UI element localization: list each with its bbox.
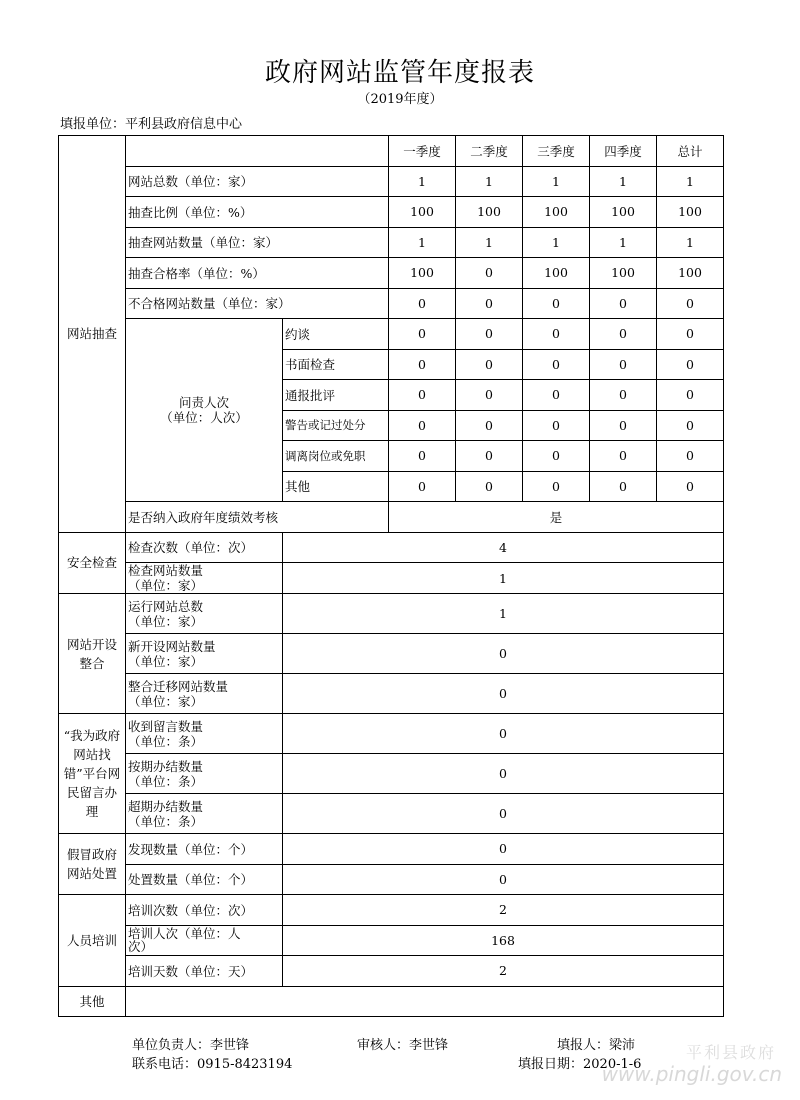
section-message: “我为政府网站找错”平台网民留言办理 xyxy=(59,714,126,834)
cell-value: 100 xyxy=(590,197,657,228)
cell-value: 0 xyxy=(283,754,724,794)
other-blank-cell xyxy=(126,986,724,1017)
cell-value: 0 xyxy=(456,349,523,380)
row-label: 培训天数（单位：天） xyxy=(126,956,283,987)
section-fake-sites: 假冒政府网站处置 xyxy=(59,834,126,895)
cell-value: 0 xyxy=(456,288,523,319)
cell-value: 0 xyxy=(657,471,724,502)
row-label xyxy=(126,594,283,634)
row-label xyxy=(126,754,283,794)
row-label: 警告或记过处分 xyxy=(283,410,389,441)
row-label xyxy=(126,714,283,754)
cell-value: 0 xyxy=(389,349,456,380)
cell-value: 0 xyxy=(590,380,657,411)
row-label-line1: 超期办结数量 xyxy=(128,798,204,814)
report-table xyxy=(58,135,724,1017)
row-label-line2: （单位：条） xyxy=(128,733,204,749)
cell-value: 1 xyxy=(523,227,590,258)
cell-value: 0 xyxy=(590,319,657,350)
fill-date: 填报日期：2020-1-6 xyxy=(518,1057,642,1072)
cell-value: 0 xyxy=(456,410,523,441)
cell-value: 0 xyxy=(523,319,590,350)
row-label: 发现数量（单位：个） xyxy=(126,834,283,865)
cell-value: 0 xyxy=(590,441,657,472)
watermark-url: www.pingli.gov.cn xyxy=(601,1062,782,1086)
table-row xyxy=(59,794,724,834)
section-training: 人员培训 xyxy=(59,895,126,987)
row-label: 检查次数（单位：次） xyxy=(126,532,283,563)
cell-value: 100 xyxy=(657,197,724,228)
row-label: 网站总数（单位：家） xyxy=(126,166,389,197)
table-row xyxy=(59,563,724,594)
cell-value: 0 xyxy=(283,674,724,714)
table-row xyxy=(59,634,724,674)
cell-value: 100 xyxy=(456,197,523,228)
cell-value: 0 xyxy=(523,410,590,441)
cell-value: 0 xyxy=(657,319,724,350)
row-label-line1: 新开设网站数量 xyxy=(128,638,216,654)
header-total: 总计 xyxy=(657,136,724,167)
row-label xyxy=(126,925,283,956)
row-label-line1: 运行网站总数 xyxy=(128,598,204,614)
header-q4: 四季度 xyxy=(590,136,657,167)
cell-value: 0 xyxy=(590,410,657,441)
row-label: 约谈 xyxy=(283,319,389,350)
cell-value: 1 xyxy=(389,227,456,258)
cell-value: 1 xyxy=(523,166,590,197)
cell-value: 0 xyxy=(590,349,657,380)
row-label: 处置数量（单位：个） xyxy=(126,864,283,895)
header-blank-cell xyxy=(126,136,389,167)
cell-value: 0 xyxy=(389,319,456,350)
table-row xyxy=(59,197,724,228)
cell-value: 1 xyxy=(283,563,724,594)
accountability-label-line2: （单位：人次） xyxy=(160,410,248,425)
contact-phone: 联系电话：0915-8423194 xyxy=(132,1057,293,1072)
header-q3: 三季度 xyxy=(523,136,590,167)
table-row xyxy=(59,834,724,865)
cell-value: 100 xyxy=(523,197,590,228)
row-label xyxy=(126,794,283,834)
report-year: （2019年度） xyxy=(357,92,443,107)
cell-value: 0 xyxy=(283,634,724,674)
table-row xyxy=(59,288,724,319)
cell-value: 0 xyxy=(456,380,523,411)
reporting-unit: 填报单位：平利县政府信息中心 xyxy=(60,117,243,132)
cell-value: 100 xyxy=(523,258,590,289)
cell-value: 0 xyxy=(283,834,724,865)
section-spot-check: 网站抽查 xyxy=(59,136,126,533)
cell-value: 0 xyxy=(456,258,523,289)
cell-value: 0 xyxy=(523,441,590,472)
table-row xyxy=(59,166,724,197)
row-label-line1: 整合迁移网站数量 xyxy=(128,678,229,694)
table-row xyxy=(59,674,724,714)
filler: 填报人：梁沛 xyxy=(557,1038,636,1053)
row-label: 调离岗位或免职 xyxy=(283,441,389,472)
table-header-row xyxy=(59,136,724,167)
row-label: 抽查比例（单位：%） xyxy=(126,197,389,228)
accountability-label-line1: 问责人次 xyxy=(178,395,229,410)
cell-value: 0 xyxy=(389,380,456,411)
table-row xyxy=(59,895,724,926)
row-label-line1: 培训人次（单位：人 xyxy=(128,926,241,942)
row-label-line1: 检查网站数量 xyxy=(128,563,204,578)
row-label xyxy=(126,634,283,674)
cell-value: 0 xyxy=(523,471,590,502)
cell-value: 1 xyxy=(657,227,724,258)
table-row xyxy=(59,754,724,794)
row-label-line2: （单位：条） xyxy=(128,773,204,789)
table-row xyxy=(59,258,724,289)
cell-value: 0 xyxy=(657,380,724,411)
cell-value: 4 xyxy=(283,532,724,563)
cell-value: 0 xyxy=(283,714,724,754)
cell-value: 0 xyxy=(657,349,724,380)
cell-value: 0 xyxy=(389,288,456,319)
cell-value: 0 xyxy=(456,319,523,350)
row-label-line1: 按期办结数量 xyxy=(128,758,204,774)
cell-value: 0 xyxy=(523,288,590,319)
cell-value: 是 xyxy=(389,502,724,533)
row-label-line2: （单位：家） xyxy=(128,653,204,669)
cell-value: 100 xyxy=(657,258,724,289)
cell-value: 0 xyxy=(456,471,523,502)
cell-value: 1 xyxy=(657,166,724,197)
table-row xyxy=(59,502,724,533)
cell-value: 1 xyxy=(590,227,657,258)
cell-value: 2 xyxy=(283,895,724,926)
section-other: 其他 xyxy=(59,986,126,1017)
row-label: 书面检查 xyxy=(283,349,389,380)
cell-value: 0 xyxy=(523,349,590,380)
section-setup: 网站开设整合 xyxy=(59,594,126,714)
cell-value: 0 xyxy=(590,471,657,502)
cell-value: 0 xyxy=(523,380,590,411)
cell-value: 0 xyxy=(456,441,523,472)
row-label: 是否纳入政府年度绩效考核 xyxy=(126,502,389,533)
table-row xyxy=(59,925,724,956)
row-label xyxy=(126,563,283,594)
cell-value: 1 xyxy=(590,166,657,197)
row-label: 其他 xyxy=(283,471,389,502)
cell-value: 2 xyxy=(283,956,724,987)
cell-value: 0 xyxy=(590,288,657,319)
row-label-line2: （单位：家） xyxy=(128,613,204,629)
unit-leader: 单位负责人：李世锋 xyxy=(132,1038,250,1053)
cell-value: 1 xyxy=(456,166,523,197)
reviewer: 审核人：李世锋 xyxy=(357,1038,449,1053)
table-row xyxy=(59,714,724,754)
cell-value: 0 xyxy=(389,441,456,472)
row-label: 培训次数（单位：次） xyxy=(126,895,283,926)
cell-value: 168 xyxy=(283,925,724,956)
accountability-label xyxy=(126,319,283,502)
table-row xyxy=(59,227,724,258)
cell-value: 1 xyxy=(389,166,456,197)
row-label xyxy=(126,674,283,714)
watermark-cn: 平利县政府 xyxy=(685,1043,776,1062)
cell-value: 1 xyxy=(283,594,724,634)
row-label: 通报批评 xyxy=(283,380,389,411)
cell-value: 1 xyxy=(456,227,523,258)
cell-value: 100 xyxy=(389,197,456,228)
row-label-line2: （单位：条） xyxy=(128,813,204,829)
cell-value: 0 xyxy=(389,410,456,441)
row-label-line2: （单位：家） xyxy=(128,693,204,709)
table-row xyxy=(59,594,724,634)
table-row xyxy=(59,532,724,563)
header-q2: 二季度 xyxy=(456,136,523,167)
table-row xyxy=(59,319,724,350)
row-label-line2: （单位：家） xyxy=(128,578,204,593)
cell-value: 100 xyxy=(389,258,456,289)
cell-value: 0 xyxy=(657,288,724,319)
row-label: 抽查网站数量（单位：家） xyxy=(126,227,389,258)
cell-value: 0 xyxy=(283,794,724,834)
header-q1: 一季度 xyxy=(389,136,456,167)
cell-value: 0 xyxy=(657,410,724,441)
table-row xyxy=(59,986,724,1017)
table-row xyxy=(59,956,724,987)
row-label: 抽查合格率（单位：%） xyxy=(126,258,389,289)
row-label: 不合格网站数量（单位：家） xyxy=(126,288,389,319)
cell-value: 100 xyxy=(590,258,657,289)
cell-value: 0 xyxy=(389,471,456,502)
report-title: 政府网站监管年度报表 xyxy=(264,58,535,88)
table-row xyxy=(59,864,724,895)
cell-value: 0 xyxy=(283,864,724,895)
row-label-line1: 收到留言数量 xyxy=(128,718,204,734)
cell-value: 0 xyxy=(657,441,724,472)
section-security: 安全检查 xyxy=(59,532,126,594)
row-label-line2: 次） xyxy=(128,939,154,955)
